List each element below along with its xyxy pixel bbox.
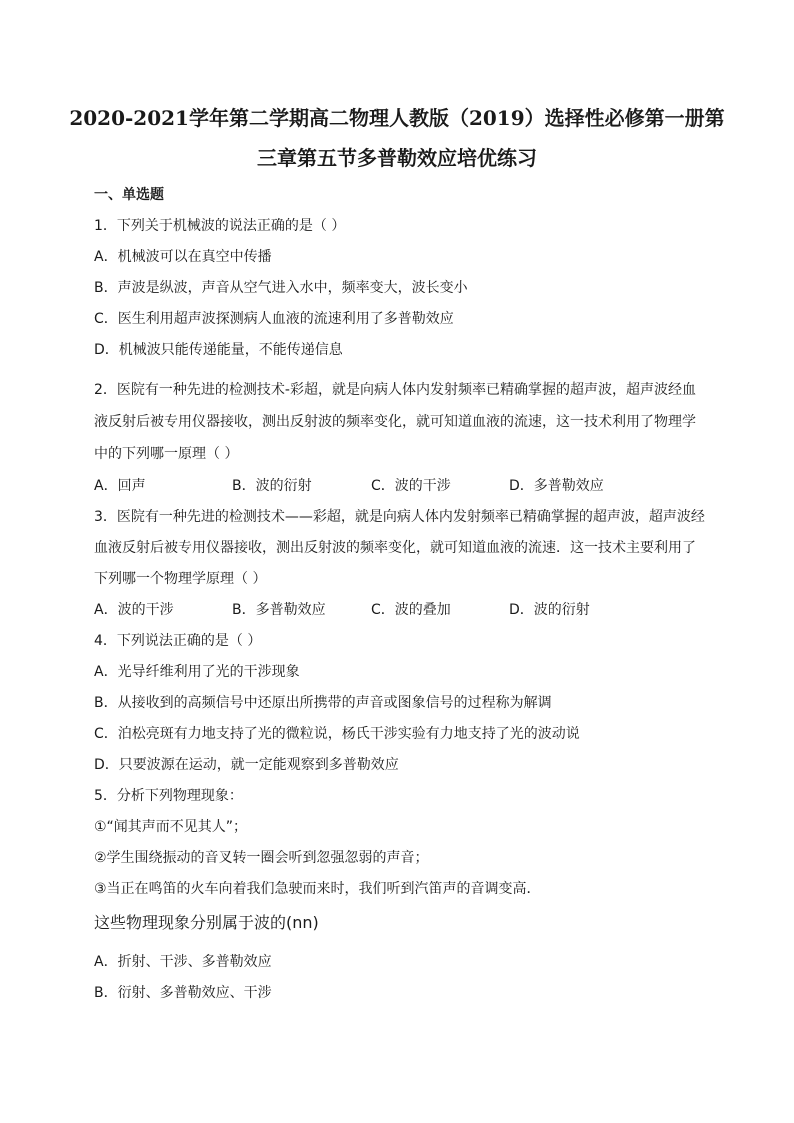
q3-option-b: B．多普勒效应: [232, 602, 326, 618]
q2-stem-line-3: 中的下列哪一原理（ ）: [94, 446, 239, 462]
q2-option-d: D．多普勒效应: [509, 478, 604, 494]
title-line-2: 三章第五节多普勒效应培优练习: [257, 146, 537, 170]
q5-item-2: ②学生围绕振动的音叉转一圈会听到忽强忽弱的声音；: [94, 850, 429, 866]
q4-stem: 4．下列说法正确的是（ ）: [94, 633, 262, 649]
q1-option-a: A．机械波可以在真空中传播: [94, 249, 272, 265]
q5-item-1: ①“闻其声而不见其人”；: [94, 819, 248, 835]
q4-option-b: B．从接收到的高频信号中还原出所携带的声音或图象信号的过程称为解调: [94, 695, 552, 711]
q3-stem-line-3: 下列哪一个物理学原理（ ）: [94, 571, 267, 587]
q3-stem-line-2: 血液反射后被专用仪器接收，测出反射波的频率变化，就可知道血液的流速．这一技术主要利用了: [94, 540, 696, 556]
q4-option-a: A．光导纤维利用了光的干涉现象: [94, 664, 300, 680]
q1-option-d: D．机械波只能传递能量，不能传递信息: [94, 342, 343, 358]
q5-stem: 5．分析下列物理现象：: [94, 788, 243, 804]
q1-option-b: B．声波是纵波，声音从空气进入水中，频率变大，波长变小: [94, 280, 468, 296]
q3-option-c: C．波的叠加: [371, 602, 451, 618]
q5-option-a: A．折射、干涉、多普勒效应: [94, 954, 272, 970]
q2-stem-line-2: 液反射后被专用仪器接收，测出反射波的频率变化，就可知道血液的流速，这一技术利用了物理学: [94, 414, 696, 430]
q2-stem-line-1: 2．医院有一种先进的检测技术-彩超，就是向病人体内发射频率已精确掌握的超声波，超声波经血: [94, 382, 696, 398]
q3-option-d: D．波的衍射: [509, 602, 590, 618]
title-line-1: 2020-2021学年第二学期高二物理人教版（2019）选择性必修第一册第: [69, 106, 725, 130]
q5-question: 这些物理现象分别属于波的(nn): [94, 913, 319, 932]
q4-option-c: C．泊松亮斑有力地支持了光的微粒说，杨氏干涉实验有力地支持了光的波动说: [94, 726, 580, 742]
section-heading: 一、单选题: [94, 187, 164, 203]
q1-option-c: C．医生利用超声波探测病人血液的流速利用了多普勒效应: [94, 311, 454, 327]
q1-stem: 1．下列关于机械波的说法正确的是（ ）: [94, 218, 346, 234]
q3-stem-line-1: 3．医院有一种先进的检测技术——彩超，就是向病人体内发射频率已精确掌握的超声波，超声波经: [94, 509, 705, 525]
q2-option-c: C．波的干涉: [371, 478, 451, 494]
q2-option-a: A．回声: [94, 478, 146, 494]
q4-option-d: D．只要波源在运动，就一定能观察到多普勒效应: [94, 757, 399, 773]
q5-item-3: ③当正在鸣笛的火车向着我们急驶而来时，我们听到汽笛声的音调变高．: [94, 881, 541, 897]
q2-option-b: B．波的衍射: [232, 478, 312, 494]
q3-option-a: A．波的干涉: [94, 602, 174, 618]
q5-option-b: B．衍射、多普勒效应、干涉: [94, 985, 272, 1001]
